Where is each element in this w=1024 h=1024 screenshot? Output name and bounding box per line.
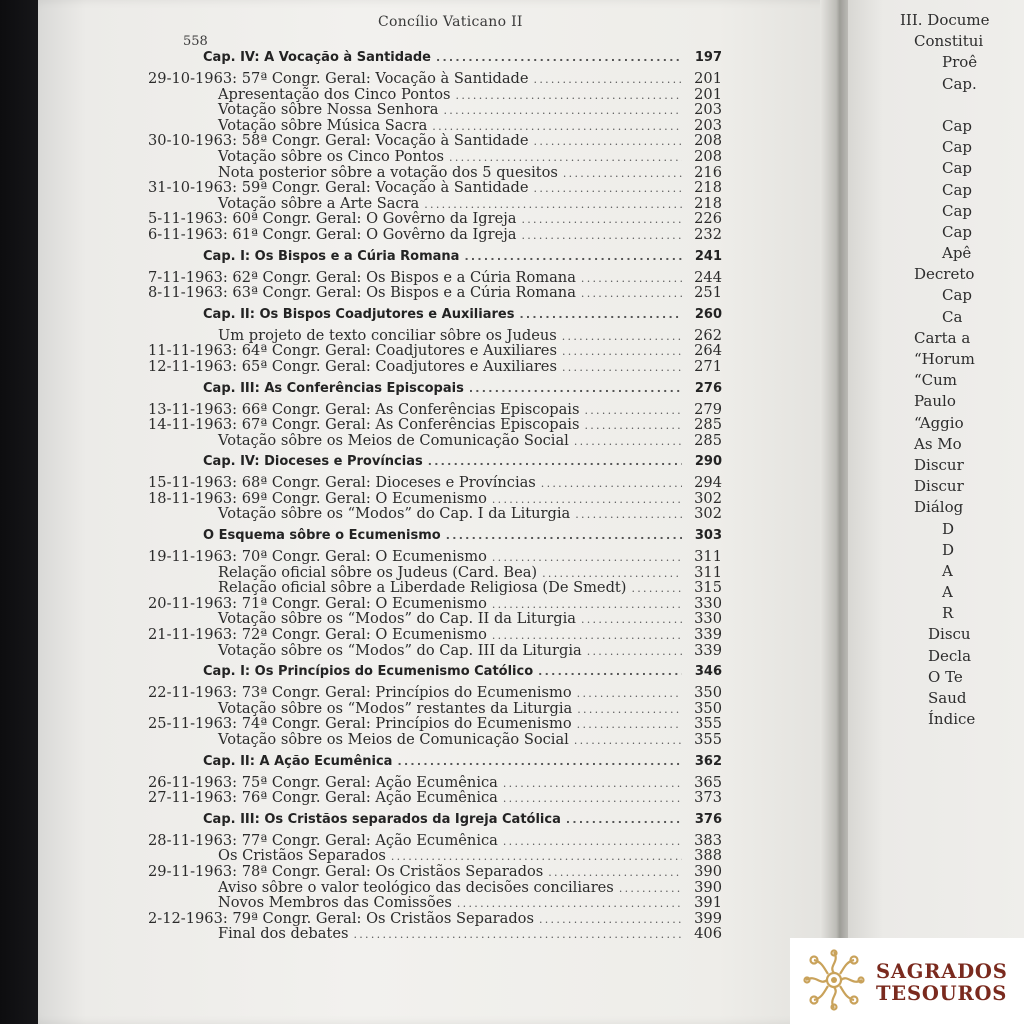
toc-subentry	[148, 165, 722, 181]
dot-leader	[542, 566, 682, 581]
right-page-line: Diálog	[914, 498, 964, 517]
toc-chapter-heading	[148, 522, 722, 549]
right-page-line: “Aggio	[914, 413, 964, 432]
right-page-line: Cap	[942, 159, 973, 178]
dot-leader	[449, 150, 682, 165]
toc-entry-label: Um projeto de texto conciliar sôbre os Judeus	[218, 327, 557, 344]
toc-page-number: 260	[694, 306, 722, 322]
dot-leader	[492, 628, 682, 643]
toc-subentry	[148, 701, 722, 717]
toc-page-number: 302	[694, 506, 722, 523]
toc-entry-label: 27-11-1963: 76ª Congr. Geral: Ação Ecumênica	[148, 790, 498, 806]
right-page-line: R	[942, 604, 954, 623]
toc-chapter-heading	[148, 448, 722, 475]
dot-leader	[575, 507, 682, 522]
toc-entry	[148, 475, 722, 491]
toc-entry-label: 6-11-1963: 61ª Congr. Geral: O Govêrno da Igreja	[148, 226, 517, 243]
right-page-line: Proê	[942, 53, 978, 72]
toc-subentry	[148, 87, 722, 103]
toc-page-number: 203	[694, 117, 722, 134]
toc-entry	[148, 417, 722, 433]
toc-page-number: 311	[694, 564, 722, 581]
toc-entry	[148, 402, 722, 418]
toc-page-number: 208	[694, 148, 722, 165]
toc-page-number: 232	[694, 226, 722, 243]
toc-entry-label: 29-10-1963: 57ª Congr. Geral: Vocação à Santidade	[148, 71, 529, 87]
toc-page-number: 406	[694, 926, 722, 942]
toc-entry-label: 15-11-1963: 68ª Congr. Geral: Dioceses e Províncias	[148, 475, 536, 491]
toc-entry-label: Final dos debates	[218, 926, 349, 942]
ornament-icon	[802, 948, 866, 1012]
dot-leader	[464, 243, 682, 270]
dot-leader	[581, 286, 682, 301]
dot-leader	[577, 717, 682, 732]
dot-leader	[456, 88, 682, 103]
right-page-line: Decla	[928, 646, 972, 665]
toc-entry-label: Cap. III: As Conferências Episcopais	[203, 380, 464, 396]
dot-leader	[503, 776, 682, 791]
toc-page-number: 201	[694, 86, 722, 103]
dot-leader	[446, 522, 682, 549]
dot-leader	[521, 212, 682, 227]
dot-leader	[432, 119, 682, 134]
right-page-line: Cap	[942, 201, 973, 220]
dot-leader	[541, 476, 682, 491]
toc-entry-label: 8-11-1963: 63ª Congr. Geral: Os Bispos e a Cúria Romana	[148, 285, 576, 301]
toc-entry-label: 13-11-1963: 66ª Congr. Geral: As Conferências Episcopais	[148, 401, 580, 418]
toc-subentry	[148, 643, 722, 659]
right-page-line: III. Docume	[900, 11, 990, 29]
dot-leader	[534, 134, 682, 149]
toc-page-number: 346	[694, 664, 722, 680]
toc-page-number: 339	[694, 627, 722, 643]
right-page-line: “Cum	[914, 371, 958, 390]
dot-leader	[574, 733, 682, 748]
dot-leader	[391, 849, 682, 864]
toc-entry-label: Votação sôbre os Cinco Pontos	[218, 148, 445, 165]
toc-entry-label: Cap. I: Os Bispos e a Cúria Romana	[203, 248, 460, 264]
dot-leader	[619, 881, 682, 896]
toc-entry-label: 30-10-1963: 58ª Congr. Geral: Vocação à Santidade	[148, 133, 529, 149]
toc-page-number: 290	[694, 454, 722, 470]
right-page-line: D	[942, 519, 955, 538]
toc-page-number: 216	[694, 164, 722, 181]
toc-page-number: 203	[694, 102, 722, 118]
toc-page-number: 197	[694, 50, 722, 65]
toc-chapter-heading	[148, 806, 722, 833]
toc-entry-label: 25-11-1963: 74ª Congr. Geral: Princípios do Ecumenismo	[148, 716, 572, 732]
dot-leader	[562, 360, 682, 375]
dot-leader	[562, 329, 682, 344]
dot-leader	[563, 166, 682, 181]
toc-page-number: 388	[694, 848, 722, 864]
right-page-line: Discu	[928, 625, 971, 644]
right-page-line: D	[942, 540, 955, 559]
toc-entry-label: Cap. IV: Dioceses e Províncias	[203, 454, 423, 470]
toc-page-number: 285	[694, 417, 722, 433]
right-page-line: Cap	[942, 138, 973, 157]
dot-leader	[519, 301, 682, 328]
dot-leader	[492, 597, 682, 612]
right-page-line: Cap	[942, 116, 973, 135]
toc-subentry	[148, 880, 722, 896]
toc-entry-label: Votação sôbre os “Modos” do Cap. I da Liturgia	[218, 506, 571, 523]
dot-leader	[581, 612, 682, 627]
toc-subentry	[148, 506, 722, 522]
toc-entry-label: 18-11-1963: 69ª Congr. Geral: O Ecumenismo	[148, 490, 487, 507]
right-page-line: Paulo	[914, 392, 956, 411]
toc-entry-label: 5-11-1963: 60ª Congr. Geral: O Govêrno da Igreja	[148, 211, 517, 227]
toc-page-number: 264	[694, 343, 722, 359]
toc-subentry	[148, 848, 722, 864]
table-of-contents	[148, 44, 722, 942]
right-page-line: Constitui	[914, 32, 984, 51]
right-page-line: Carta a	[914, 328, 971, 347]
toc-page-number: 251	[694, 285, 722, 301]
toc-entry	[148, 911, 722, 927]
toc-chapter-heading	[148, 243, 722, 270]
toc-page-number: 390	[694, 879, 722, 896]
right-book-page	[848, 0, 1024, 1024]
toc-entry	[148, 359, 722, 375]
dot-leader	[584, 403, 682, 418]
toc-page-number: 350	[694, 700, 722, 717]
toc-entry	[148, 716, 722, 732]
dot-leader	[574, 434, 682, 449]
dot-leader	[397, 748, 682, 775]
toc-entry-label: Os Cristãos Separados	[218, 848, 386, 864]
right-page-line: Saud	[928, 689, 967, 707]
toc-page-number: 276	[694, 380, 722, 396]
toc-subentry	[148, 433, 722, 449]
toc-page-number: 376	[694, 811, 722, 827]
toc-subentry	[148, 196, 722, 212]
right-page-line: Discur	[914, 455, 964, 474]
toc-entry-label: 28-11-1963: 77ª Congr. Geral: Ação Ecumênica	[148, 832, 498, 849]
toc-subentry	[148, 611, 722, 627]
running-head: Concílio Vaticano II	[378, 14, 523, 30]
watermark-line-2: TESOUROS	[876, 982, 1008, 1005]
toc-entry-label: Nota posterior sôbre a votação dos 5 quesitos	[218, 164, 558, 181]
page-number: 558	[183, 34, 208, 49]
dot-leader	[521, 228, 682, 243]
toc-page-number: 285	[694, 432, 722, 449]
toc-page-number: 365	[694, 774, 722, 791]
dot-leader	[492, 550, 682, 565]
dot-leader	[538, 658, 682, 685]
toc-subentry	[148, 926, 722, 942]
dot-leader	[577, 686, 682, 701]
dot-leader	[587, 644, 682, 659]
toc-entry	[148, 491, 722, 507]
toc-entry-label: Cap. III: Os Cristãos separados da Igreja Católica	[203, 811, 561, 827]
toc-entry-label: Votação sôbre Música Sacra	[218, 117, 428, 134]
dot-leader	[562, 344, 682, 359]
right-page-line: Cap	[942, 286, 973, 305]
toc-subentry	[148, 565, 722, 581]
dot-leader	[548, 865, 682, 880]
toc-entry-label: 12-11-1963: 65ª Congr. Geral: Coadjutores e Auxiliares	[148, 358, 557, 375]
toc-entry-label: 7-11-1963: 62ª Congr. Geral: Os Bispos e a Cúria Romana	[148, 269, 576, 286]
toc-entry-label: 19-11-1963: 70ª Congr. Geral: O Ecumenismo	[148, 549, 487, 565]
watermark-line-1: SAGRADOS	[876, 960, 1008, 983]
toc-entry-label: Aviso sôbre o valor teológico das decisões conciliares	[218, 879, 614, 896]
toc-chapter-heading	[148, 748, 722, 775]
toc-entry	[148, 343, 722, 359]
dot-leader	[581, 271, 682, 286]
toc-subentry	[148, 118, 722, 134]
right-page-line: A	[942, 561, 953, 580]
dot-leader	[444, 103, 683, 118]
toc-entry-label: Cap. II: A Ação Ecumênica	[203, 753, 393, 769]
toc-entry-label: 29-11-1963: 78ª Congr. Geral: Os Cristãos Separados	[148, 863, 544, 880]
right-page-line: Discur	[914, 477, 964, 496]
toc-page-number: 315	[694, 580, 722, 596]
toc-page-number: 399	[694, 910, 722, 927]
toc-subentry	[148, 580, 722, 596]
dot-leader	[584, 418, 682, 433]
toc-entry-label: Cap. IV: A Vocação à Santidade	[203, 50, 431, 65]
toc-page-number: 218	[694, 180, 722, 196]
toc-page-number: 383	[694, 832, 722, 849]
toc-page-number: 330	[694, 611, 722, 628]
dot-leader	[631, 581, 682, 596]
dot-leader	[503, 791, 682, 806]
toc-entry	[148, 775, 722, 791]
watermark-logo	[790, 938, 1024, 1024]
right-page-line: Cap.	[942, 74, 977, 93]
dot-leader	[534, 72, 682, 87]
toc-entry-label: Novos Membros das Comissões	[218, 895, 452, 911]
toc-entry-label: Apresentação dos Cinco Pontos	[218, 86, 451, 103]
toc-page-number: 391	[694, 895, 722, 911]
right-page-line: “Horum	[914, 350, 975, 368]
toc-entry-label: 11-11-1963: 64ª Congr. Geral: Coadjutores e Auxiliares	[148, 343, 557, 359]
toc-entry	[148, 285, 722, 301]
toc-entry	[148, 71, 722, 87]
toc-entry-label: 22-11-1963: 73ª Congr. Geral: Princípios do Ecumenismo	[148, 685, 572, 701]
toc-entry-label: 20-11-1963: 71ª Congr. Geral: O Ecumenismo	[148, 595, 487, 612]
dot-leader	[457, 896, 682, 911]
toc-entry-label: Relação oficial sôbre a Liberdade Religiosa (De Smedt)	[218, 580, 627, 596]
toc-subentry	[148, 328, 722, 344]
toc-subentry	[148, 102, 722, 118]
toc-entry	[148, 596, 722, 612]
dot-leader	[424, 197, 682, 212]
toc-entry	[148, 833, 722, 849]
right-page-line: Cap	[942, 180, 973, 199]
toc-entry-label: O Esquema sôbre o Ecumenismo	[203, 528, 441, 544]
right-page-line: Apê	[942, 244, 972, 263]
toc-page-number: 311	[694, 549, 722, 565]
dot-leader	[566, 806, 682, 833]
toc-page-number: 302	[694, 490, 722, 507]
right-page-line: O Te	[928, 667, 963, 686]
toc-entry-label: 26-11-1963: 75ª Congr. Geral: Ação Ecumênica	[148, 774, 498, 791]
toc-page-number: 271	[694, 358, 722, 375]
toc-page-number: 373	[694, 790, 722, 806]
toc-entry	[148, 864, 722, 880]
toc-entry	[148, 211, 722, 227]
toc-entry-label: Votação sôbre Nossa Senhora	[218, 102, 439, 118]
toc-chapter-heading	[148, 301, 722, 328]
toc-entry-label: Votação sôbre os “Modos” restantes da Liturgia	[218, 700, 573, 717]
toc-subentry	[148, 732, 722, 748]
toc-page-number: 350	[694, 685, 722, 701]
dot-leader	[539, 912, 682, 927]
toc-subentry	[148, 149, 722, 165]
toc-chapter-heading	[148, 44, 722, 71]
toc-entry	[148, 180, 722, 196]
toc-entry-label: Relação oficial sôbre os Judeus (Card. Bea)	[218, 564, 538, 581]
right-page-line: As Mo	[914, 434, 962, 453]
toc-page-number: 208	[694, 133, 722, 149]
toc-page-number: 330	[694, 595, 722, 612]
toc-page-number: 339	[694, 642, 722, 659]
toc-page-number: 279	[694, 401, 722, 418]
dot-leader	[469, 375, 682, 402]
toc-entry	[148, 227, 722, 243]
toc-entry	[148, 685, 722, 701]
right-page-line	[900, 95, 990, 116]
toc-subentry	[148, 895, 722, 911]
toc-page-number: 390	[694, 863, 722, 880]
dot-leader	[428, 448, 682, 475]
toc-page-number: 294	[694, 475, 722, 491]
toc-entry-label: Cap. I: Os Princípios do Ecumenismo Católico	[203, 664, 534, 680]
toc-page-number: 201	[694, 71, 722, 87]
toc-entry	[148, 627, 722, 643]
right-page-line: A	[942, 583, 953, 602]
toc-chapter-heading	[148, 658, 722, 685]
toc-page-number: 262	[694, 327, 722, 344]
toc-page-number: 303	[694, 528, 722, 544]
toc-entry-label: Votação sôbre a Arte Sacra	[218, 195, 420, 212]
right-page-line: Índice	[928, 710, 976, 729]
toc-entry-label: Votação sôbre os Meios de Comunicação Social	[218, 432, 569, 449]
dot-leader	[353, 927, 682, 942]
toc-entry-label: 31-10-1963: 59ª Congr. Geral: Vocação à Santidade	[148, 180, 529, 196]
dot-leader	[534, 181, 682, 196]
toc-entry-label: 21-11-1963: 72ª Congr. Geral: O Ecumenismo	[148, 627, 487, 643]
toc-page-number: 244	[694, 269, 722, 286]
dot-leader	[492, 492, 682, 507]
right-page-line: Decreto	[914, 265, 975, 284]
toc-entry-label: Votação sôbre os “Modos” do Cap. III da Liturgia	[218, 642, 582, 659]
toc-entry-label: Votação sôbre os “Modos” do Cap. II da Liturgia	[218, 611, 576, 628]
toc-page-number: 226	[694, 211, 722, 227]
dot-leader	[503, 834, 682, 849]
toc-entry	[148, 133, 722, 149]
toc-entry-label: 14-11-1963: 67ª Congr. Geral: As Conferências Episcopais	[148, 417, 580, 433]
toc-chapter-heading	[148, 375, 722, 402]
right-page-line: Ca	[942, 307, 963, 326]
right-page-text	[900, 10, 990, 730]
toc-page-number: 362	[694, 753, 722, 769]
dot-leader	[577, 702, 682, 717]
right-page-line: Cap	[942, 222, 973, 241]
toc-page-number: 355	[694, 716, 722, 732]
toc-page-number: 241	[694, 248, 722, 264]
toc-entry-label: Votação sôbre os Meios de Comunicação Social	[218, 732, 569, 748]
toc-entry-label: 2-12-1963: 79ª Congr. Geral: Os Cristãos Separados	[148, 910, 534, 927]
toc-entry	[148, 790, 722, 806]
toc-page-number: 355	[694, 732, 722, 748]
toc-entry	[148, 270, 722, 286]
dot-leader	[436, 44, 682, 71]
toc-page-number: 218	[694, 195, 722, 212]
toc-entry-label: Cap. II: Os Bispos Coadjutores e Auxiliares	[203, 306, 515, 322]
toc-entry	[148, 549, 722, 565]
